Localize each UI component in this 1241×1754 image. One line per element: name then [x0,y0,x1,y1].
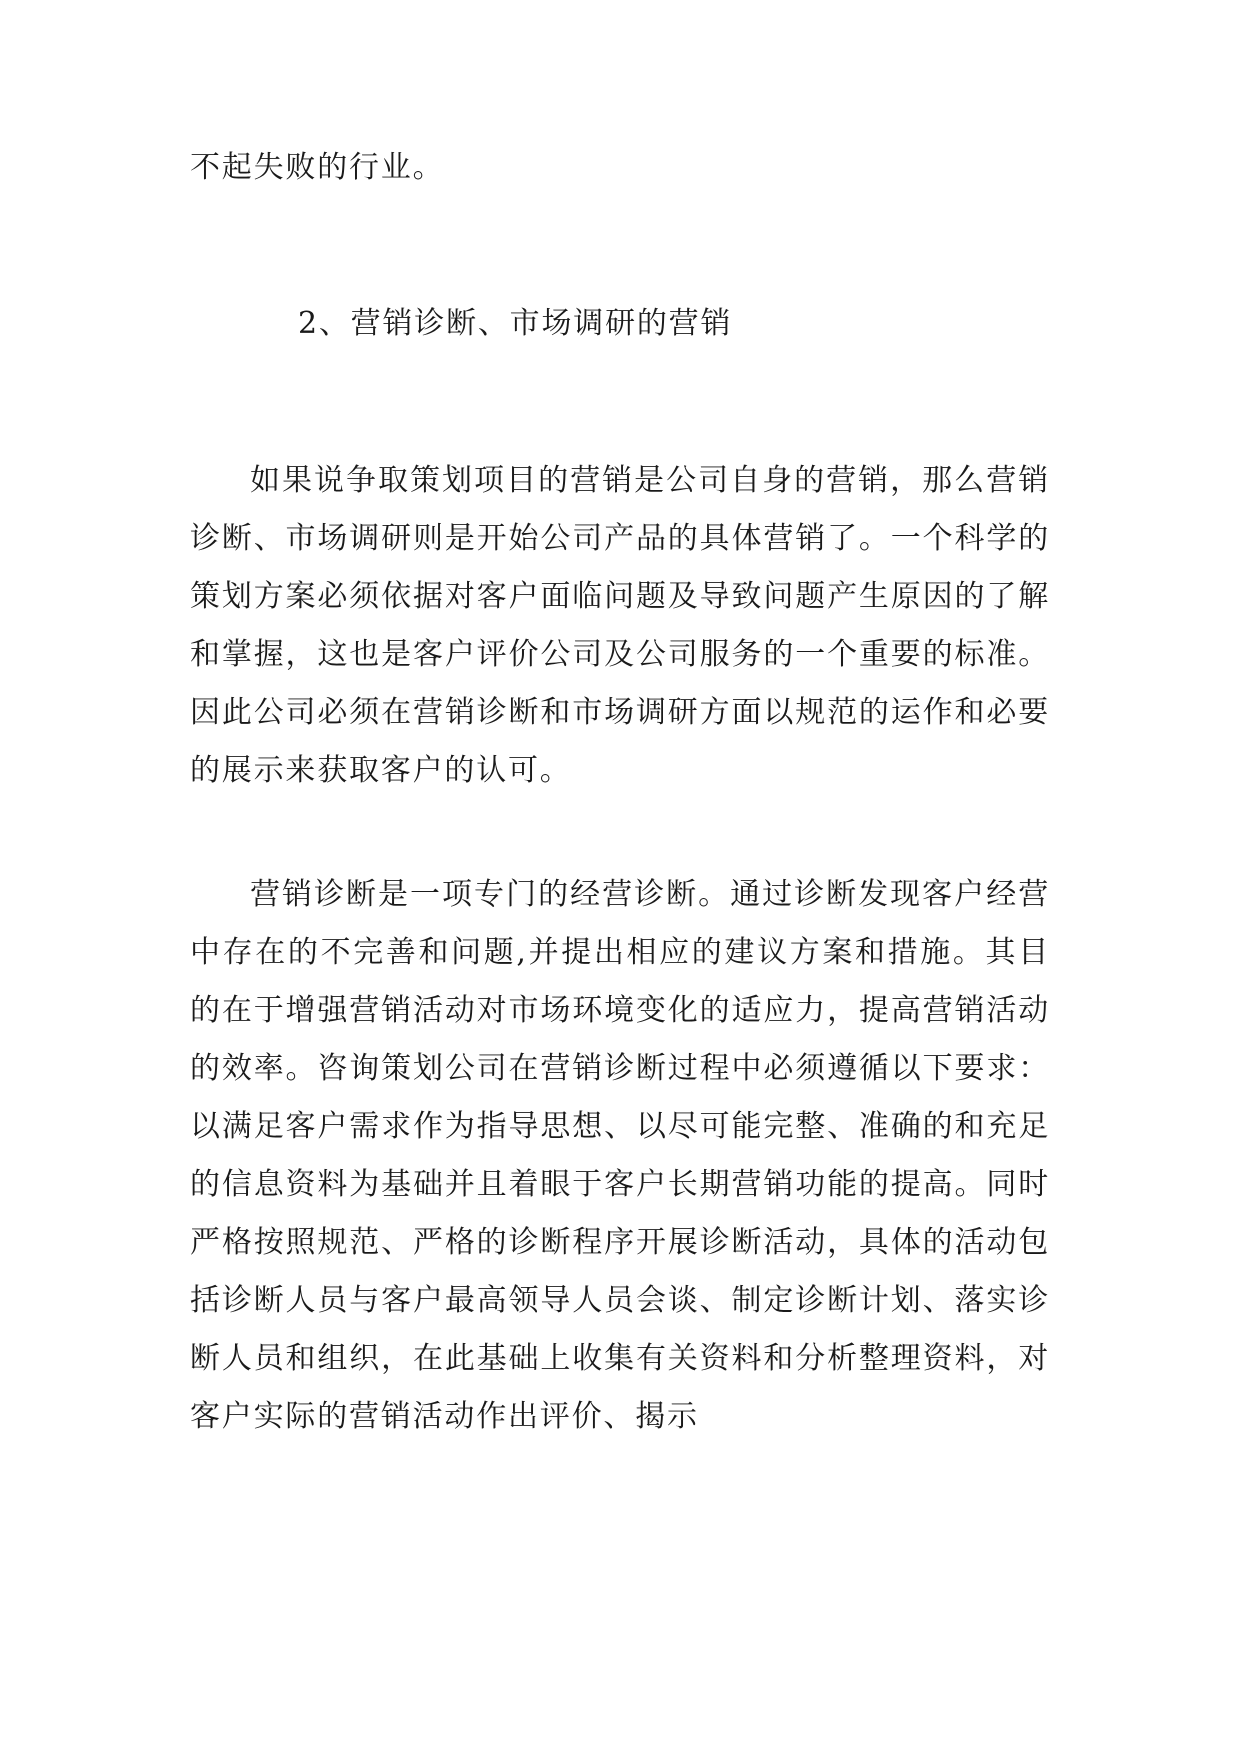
paragraph-2: 营销诊断是一项专门的经营诊断。通过诊断发现客户经营中存在的不完善和问题,并提出相应的建议方案和措施。其目的在于增强营销活动对市场环境变化的适应力，提高营销活动的效率。咨询策划公司在营销诊断过程中必须遵循以下要求：以满足客户需求作为指导思想、以尽可能完整、准确的和充足的信息资料为基础并且着眼于客户长期营销功能的提高。同时严格按照规范、严格的诊断程序开展诊断活动，具体的活动包括诊断人员与客户最高领导人员会谈、制定诊断计划、落实诊断人员和组织，在此基础上收集有关资料和分析整理资料，对客户实际的营销活动作出评价、揭示 [190,877,1050,1434]
section-heading: 2、营销诊断、市场调研的营销 [298,306,733,341]
continuation-text: 不起失败的行业。 [190,150,445,185]
paragraph-1: 如果说争取策划项目的营销是公司自身的营销，那么营销诊断、市场调研则是开始公司产品的具体营销了。一个科学的策划方案必须依据对客户面临问题及导致问题产生原因的了解和掌握，这也是客户评价公司及公司服务的一个重要的标准。因此公司必须在营销诊断和市场调研方面以规范的运作和必要的展示来获取客户的认可。 [190,463,1050,788]
